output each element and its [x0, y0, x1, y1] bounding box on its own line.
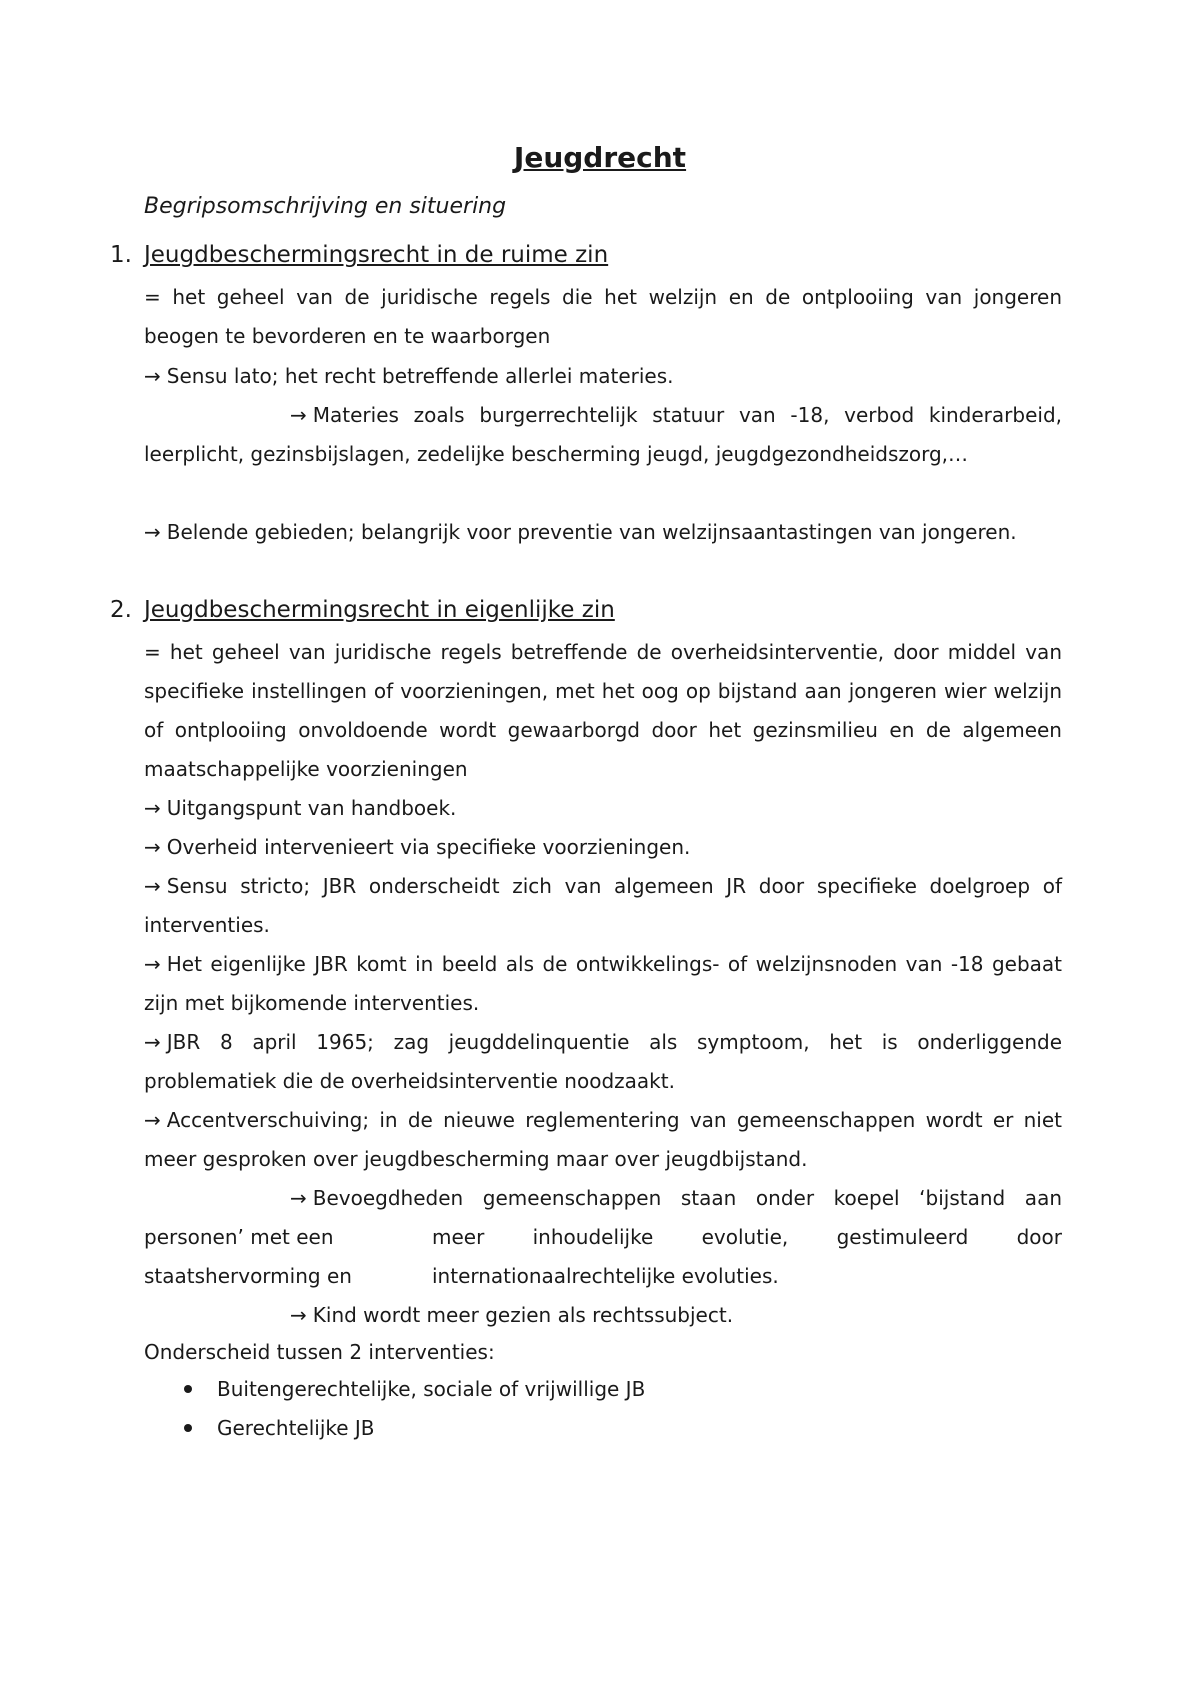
section-2-point-6-sub-line-2-right: meer inhoudelijke evolutie, gestimuleerd door: [432, 1225, 1062, 1249]
section-2-title: Jeugdbeschermingsrecht in eigenlijke zin: [144, 597, 615, 623]
section-2-point-6: [144, 1101, 1062, 1179]
section-1-point-2: [144, 513, 1062, 552]
section-2-point-6-text: Accentverschuiving; in de nieuwe reglementering van gemeenschappen wordt er niet meer gesproken over jeugdbescherming maar over jeugdbijstand.: [144, 1108, 1062, 1171]
document-title: Jeugdrecht: [513, 141, 687, 174]
section-2-point-5-text: JBR 8 april 1965; zag jeugddelinquentie als symptoom, het is onderliggende problematiek die de overheidsinterventie noodzaakt.: [144, 1030, 1062, 1093]
section-2-point-2-text: Overheid intervenieert via specifieke voorzieningen.: [166, 835, 691, 859]
arrow-icon: →: [144, 952, 161, 976]
arrow-icon: →: [290, 1186, 307, 1210]
bullet-icon: [184, 1424, 192, 1432]
arrow-icon: →: [290, 403, 307, 427]
section-1-point-1-text: Sensu lato; het recht betreffende allerlei materies.: [166, 364, 674, 388]
section-2-point-6-sub-line-2-left: personen’ met een: [144, 1225, 334, 1249]
section-1-point-1-sub: [144, 396, 1062, 474]
arrow-icon: →: [144, 796, 161, 820]
section-2-point-4-text: Het eigenlijke JBR komt in beeld als de ontwikkelings- of welzijnsnoden van -18 gebaat zijn met bijkomende interventies.: [144, 952, 1062, 1015]
arrow-icon: →: [144, 874, 161, 898]
arrow-icon: →: [290, 1303, 307, 1327]
section-2-point-6-sub-line-1-text: Bevoegdheden gemeenschappen staan onder koepel ‘bijstand aan: [312, 1186, 1062, 1210]
section-2-point-6-sub-line-3-left: staatshervorming en: [144, 1264, 352, 1288]
section-2-point-5: [144, 1023, 1062, 1101]
list-item: [180, 1409, 645, 1448]
arrow-icon: →: [144, 1030, 161, 1054]
section-2-point-1-text: Uitgangspunt van handboek.: [166, 796, 457, 820]
distinction-intro: Onderscheid tussen 2 interventies:: [144, 1340, 495, 1364]
list-item-text: Gerechtelijke JB: [217, 1416, 375, 1440]
list-item-text: Buitengerechtelijke, sociale of vrijwillige JB: [217, 1377, 646, 1401]
section-1-title: Jeugdbeschermingsrecht in de ruime zin: [144, 242, 609, 268]
section-2-point-3-text: Sensu stricto; JBR onderscheidt zich van algemeen JR door specifieke doelgroep of interventies.: [144, 874, 1062, 937]
section-2-point-6-sub-2-text: Kind wordt meer gezien als rechtssubject.: [312, 1303, 734, 1327]
document-subtitle: Begripsomschrijving en situering: [144, 194, 507, 219]
section-2-point-6-sub-line-3-right: internationaalrechtelijke evoluties.: [432, 1264, 779, 1288]
arrow-icon: →: [144, 364, 161, 388]
section-2-point-6-sub-line-2: [144, 1218, 1062, 1257]
section-1-number: 1.: [110, 242, 132, 268]
section-2-number: 2.: [110, 597, 132, 623]
section-2-definition: = het geheel van juridische regels betreffende de overheidsinterventie, door middel van specifieke instellingen of voorzieningen, met het oog op bijstand aan jongeren wier welzijn of ontplooiing onvoldoende wordt gewaarborgd door het gezinsmilieu en de algemeen maatschappelijke voorzieningen: [144, 640, 1062, 781]
bullet-icon: [184, 1385, 192, 1393]
interventions-list: [180, 1370, 645, 1448]
section-1-point-1-sub-text: Materies zoals burgerrechtelijk statuur van -18, verbod kinderarbeid, leerplicht, gezinsbijslagen, zedelijke bescherming jeugd, jeugdgezondheidszorg,…: [144, 403, 1062, 466]
arrow-icon: →: [144, 835, 161, 859]
section-2-point-6-sub-2: [144, 1296, 1062, 1335]
section-2-point-6-sub-line-1: [144, 1179, 1062, 1218]
section-2-point-2: [144, 828, 1062, 867]
list-item: [180, 1370, 645, 1409]
section-2-point-3: [144, 867, 1062, 945]
arrow-icon: →: [144, 520, 161, 544]
section-2-point-4: [144, 945, 1062, 1023]
arrow-icon: →: [144, 1108, 161, 1132]
section-1-point-2-text: Belende gebieden; belangrijk voor preventie van welzijnsaantastingen van jongeren.: [166, 520, 1017, 544]
section-2-point-6-sub-line-3: [144, 1257, 1062, 1296]
section-1-point-1: [144, 357, 1062, 396]
section-1-definition: = het geheel van de juridische regels die het welzijn en de ontplooiing van jongeren beogen te bevorderen en te waarborgen: [144, 285, 1062, 348]
section-2-point-1: [144, 789, 1062, 828]
